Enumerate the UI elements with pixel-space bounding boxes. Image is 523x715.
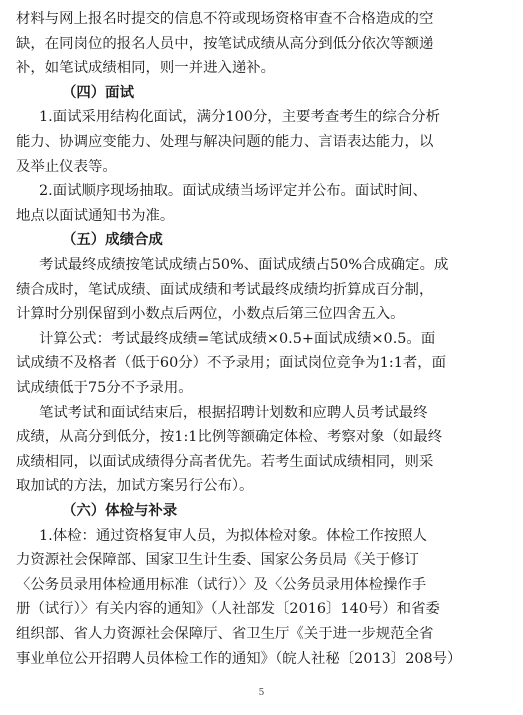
paragraph-line: 1.体检：通过资格复审人员，为拟体检对象。体检工作按照人: [39, 527, 427, 544]
page-number: 5: [258, 688, 265, 698]
paragraph-line: 取加试的方法，加试方案另行公布）。: [16, 478, 254, 495]
section-heading: （五）成绩合成: [62, 232, 163, 249]
paragraph-line: 笔试考试和面试结束后，根据招聘计划数和应聘人员考试最终: [39, 404, 428, 421]
paragraph-line: 2.面试顺序现场抽取。面试成绩当场评定并公布。面试时间、: [39, 183, 427, 200]
section-heading: （四）面试: [62, 84, 134, 101]
paragraph-line: 1.面试采用结构化面试，满分100分，主要考查考生的综合分析: [39, 109, 440, 126]
paragraph-line: 成绩，从高分到低分，按1:1比例等额确定体检、考察对象（如最终: [16, 429, 443, 446]
paragraph-line: 计算时分别保留到小数点后两位，小数点后第三位四舍五入。: [16, 306, 405, 323]
paragraph-line: 试成绩不及格者（低于60分）不予录用；面试岗位竞争为1:1者，面: [16, 355, 447, 372]
paragraph-line: 地点以面试通知书为准。: [16, 207, 175, 224]
paragraph-line: 考试最终成绩按笔试成绩占50%、面试成绩占50%合成确定。成: [39, 257, 449, 273]
paragraph-line: 〈公务员录用体检通用标准（试行）〉及〈公务员录用体检操作手: [16, 576, 427, 593]
paragraph-line: 材料与网上报名时提交的信息不符或现场资格审查不合格造成的空: [16, 11, 434, 27]
paragraph-line: 补，如笔试成绩相同，则一并进入递补。: [16, 60, 276, 77]
paragraph-line: 缺，在同岗位的报名人员中，按笔试成绩从高分到低分依次等额递: [16, 35, 434, 52]
paragraph-line: 及举止仪表等。: [16, 158, 117, 175]
paragraph-line: 力资源社会保障部、国家卫生计生委、国家公务员局《关于修订: [16, 552, 419, 569]
paragraph-line: 绩合成时，笔试成绩、面试成绩和考试最终成绩均折算成百分制，: [16, 281, 434, 298]
paragraph-line: 组织部、省人力资源社会保障厅、省卫生厅《关于进一步规范全省: [16, 626, 434, 642]
paragraph-line: 册（试行）〉有关内容的通知》（人社部发〔2016〕140号）和省委: [16, 601, 440, 618]
section-heading: （六）体检与补录: [62, 503, 178, 519]
paragraph-line: 事业单位公开招聘人员体检工作的通知》（皖人社秘〔2013〕208号）: [16, 650, 462, 667]
paragraph-line: 能力、协调应变能力、处理与解决问题的能力、言语表达能力，以: [16, 134, 434, 150]
paragraph-line: 计算公式：考试最终成绩=笔试成绩×0.5+面试成绩×0.5。面: [39, 330, 436, 347]
paragraph-line: 试成绩低于75分不予录用。: [16, 380, 193, 396]
paragraph-line: 成绩相同，以面试成绩得分高者优先。若考生面试成绩相同，则采: [16, 453, 434, 470]
